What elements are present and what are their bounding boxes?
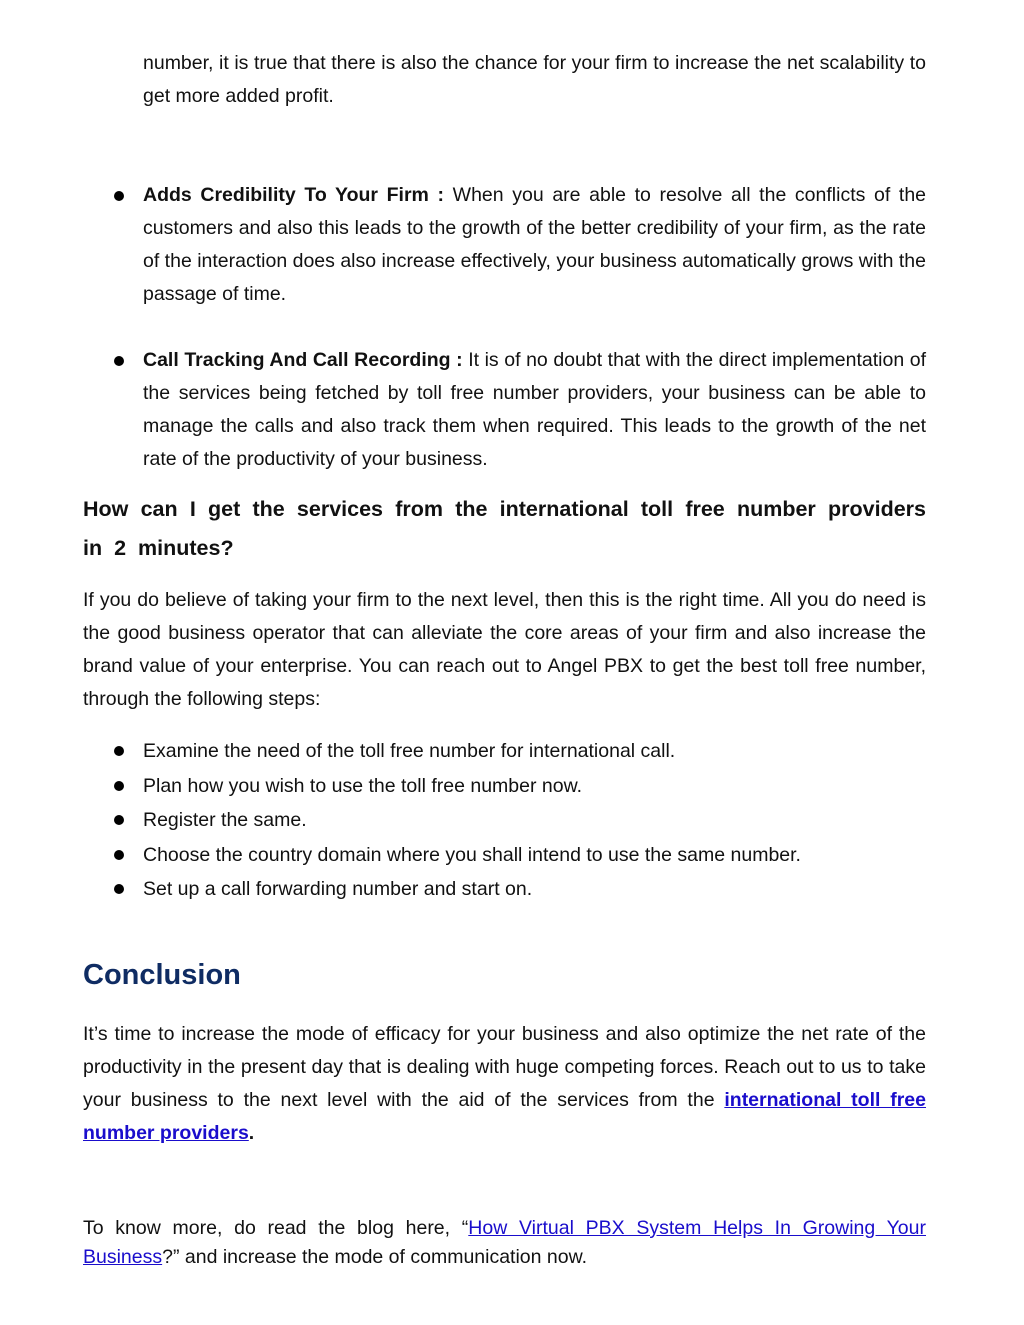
step-text: Examine the need of the toll free number for international call. bbox=[143, 740, 676, 762]
bullet-icon bbox=[114, 884, 124, 894]
conclusion-text: It’s time to increase the mode of efficacy for your business and also optimize the net rate of the productivity in the present day that is dealing with huge competing forces. Reach out to us to take your business to the next level with the aid of the services from the bbox=[83, 1023, 926, 1111]
step-text: Set up a call forwarding number and start on. bbox=[143, 878, 533, 900]
bullet-icon bbox=[114, 191, 124, 201]
bullet-icon bbox=[114, 850, 124, 860]
list-item bbox=[143, 838, 923, 873]
benefit-text: When you are able to resolve all the conflicts of the customers and also this leads to the growth of the better credibility of your firm, as the rate of the interaction does also increase effectively, your business automatically grows with the passage of time. bbox=[143, 184, 927, 305]
step-text: Register the same. bbox=[143, 809, 307, 831]
benefit-title: Adds Credibility To Your Firm : bbox=[143, 184, 445, 206]
step-text: Plan how you wish to use the toll free number now. bbox=[143, 774, 582, 797]
list-item bbox=[143, 734, 923, 769]
bullet-icon bbox=[114, 781, 124, 791]
benefit-text: It is of no doubt that with the direct implementation of the services being fetched by toll free number providers, your business can be able to manage the calls and also track them when required. This leads to the growth of the net rate of the productivity of your business. bbox=[143, 349, 926, 470]
steps-list bbox=[143, 734, 923, 907]
bullet-icon bbox=[114, 356, 124, 366]
list-item bbox=[143, 769, 923, 804]
list-item bbox=[143, 872, 923, 907]
closing-text: To know more, do read the blog here, “ bbox=[83, 1217, 469, 1239]
closing-paragraph bbox=[83, 1214, 926, 1272]
conclusion-heading: Conclusion bbox=[83, 959, 241, 991]
section-heading: How can I get the services from the international toll free number providers in 2 minutes? bbox=[83, 497, 926, 560]
bullet-icon bbox=[114, 815, 124, 825]
conclusion-period: . bbox=[248, 1122, 255, 1144]
closing-text-end: ?” and increase the mode of communication now. bbox=[162, 1246, 588, 1268]
list-item bbox=[143, 803, 923, 838]
blog-link[interactable]: How Virtual PBX System Helps In Growing Your Business bbox=[83, 1217, 926, 1268]
benefit-item-credibility bbox=[143, 179, 926, 311]
bullet-icon bbox=[114, 746, 124, 756]
conclusion-paragraph bbox=[83, 1018, 926, 1150]
benefit-title: Call Tracking And Call Recording : bbox=[143, 349, 463, 371]
providers-link[interactable]: international toll free number providers bbox=[83, 1089, 926, 1144]
intro-continuation: number, it is true that there is also the chance for your firm to increase the net scalability to get more added profit. bbox=[143, 52, 926, 107]
benefit-item-call-tracking bbox=[143, 344, 926, 476]
section-paragraph: If you do believe of taking your firm to the next level, then this is the right time. All you do need is the good business operator that can alleviate the core areas of your firm and also increase the brand value of your enterprise. You can reach out to Angel PBX to get the best toll free number, through the following steps: bbox=[83, 589, 926, 710]
step-text: Choose the country domain where you shall intend to use the same number. bbox=[143, 843, 801, 866]
